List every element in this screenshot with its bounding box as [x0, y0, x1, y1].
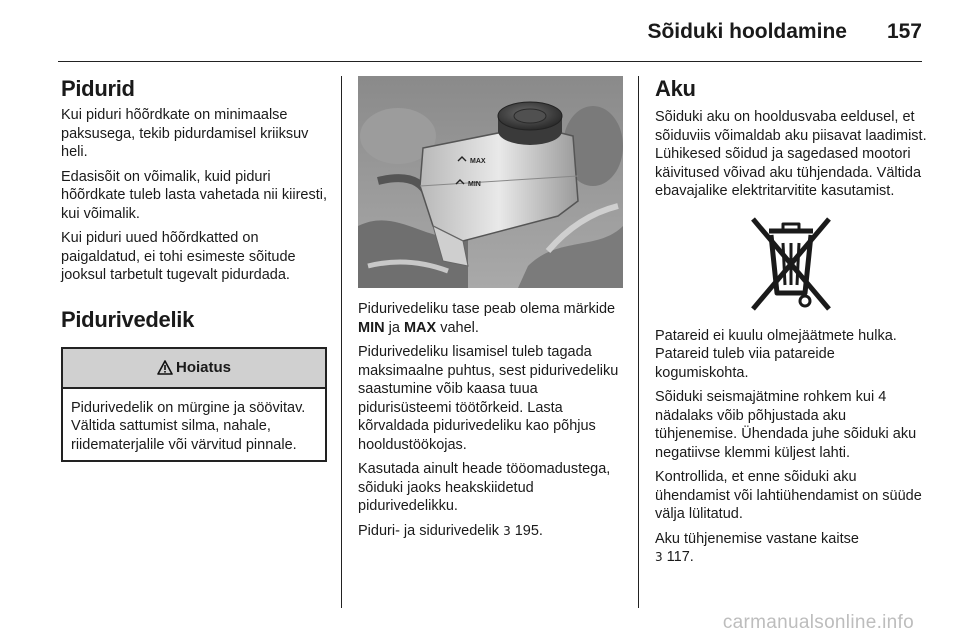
column-divider [638, 76, 639, 608]
page-header [647, 14, 922, 50]
page-number: 157 [886, 20, 922, 43]
cross-reference[interactable] [358, 522, 623, 541]
warning-title: Hoiatus [175, 359, 231, 376]
column-divider [341, 76, 342, 608]
paragraph: Kasutada ainult heade tööomadustega, sõiduki jaoks heakskiidetud pidurivedelikku. [358, 461, 611, 514]
reference-page: 195. [514, 522, 543, 539]
min-mark: MIN [358, 319, 385, 336]
max-label: MAX [470, 158, 486, 165]
cross-reference[interactable] [655, 530, 927, 567]
section-heading-battery: Aku [655, 76, 696, 101]
section-heading-brakes: Pidurid [61, 76, 135, 101]
warning-text: Pidurivedelik on mürgine ja söövitav. Vältida sattumist silma, nahale, riidematerjalile või värvitud pinnale. [71, 399, 306, 453]
warning-header [63, 349, 325, 389]
min-label: MIN [468, 181, 481, 188]
paragraph: Kui piduri uued hõõrdkatted on paigaldatud, ei tohi esimeste sõitude jooksul tarbetult tugevalt pidurdada. [61, 230, 296, 283]
text-span: Pidurivedeliku tase peab olema märkide [358, 301, 616, 317]
section-heading-brake-fluid: Pidurivedelik [61, 306, 195, 332]
reference-text: Piduri- ja sidurivedelik [358, 522, 504, 539]
header-rule [58, 61, 922, 62]
warning-triangle-icon [157, 360, 173, 375]
paragraph-fluid-level [358, 300, 623, 337]
reference-arrow-icon: 3 [503, 523, 511, 538]
paragraph: Pidurivedeliku lisamisel tuleb tagada maksimaalne puhtus, sest pidurivedeliku saastumine võib kaasa tuua pidurisüsteemi töötõrkeid. Lasta kõrvaldada pidurivedeliku kao põhjus hooldustöökojas. [358, 344, 619, 453]
warning-body [63, 389, 325, 461]
warning-box [61, 347, 327, 463]
column-battery [655, 76, 927, 573]
text-span: ja [384, 319, 404, 336]
paragraph: Sõiduki aku on hooldusvaba eeldusel, et sõiduviis võimaldab aku piisavat laadimist. Lühikesed sõidud ja sagedased mootori käivitused võivad aku tühjendada. Vältida ebavajalike elektritarvitite kasutamist. [655, 109, 927, 199]
paragraph: Edasisõit on võimalik, kuid piduri hõõrdkate tuleb lasta vahetada nii kiiresti, kui võimalik. [61, 168, 327, 222]
brake-fluid-reservoir-photo [358, 76, 623, 288]
max-mark: MAX [403, 319, 437, 336]
reference-page: 117. [666, 549, 694, 565]
watermark: carmanualsonline.info [722, 612, 914, 633]
chapter-title: Sõiduki hooldamine [647, 20, 847, 43]
reference-text: Aku tühjenemise vastane kaitse [655, 530, 859, 547]
paragraph: Kontrollida, et enne sõiduki aku ühendamist või lahtiühendamist on süüde välja lülitatud. [655, 469, 922, 522]
crossed-out-bin-icon [743, 213, 839, 313]
paragraph: Sõiduki seismajätmine rohkem kui 4 nädalaks võib põhjustada aku tühjenemise. Ühendada juhe sõiduki aku negatiivse klemmi küljest lahti. [655, 389, 917, 461]
column-brakes [61, 76, 327, 462]
paragraph: Patareid ei kuulu olmejäätmete hulka. Patareid tuleb viia patareide kogumiskohta. [655, 327, 897, 381]
text-span: vahel. [436, 319, 479, 336]
column-fluid-reservoir [358, 76, 623, 546]
reference-arrow-icon: 3 [655, 550, 663, 564]
paragraph: Kui piduri hõõrdkate on minimaalse paksusega, tekib pidurdamisel kriiksuv heli. [61, 107, 309, 160]
